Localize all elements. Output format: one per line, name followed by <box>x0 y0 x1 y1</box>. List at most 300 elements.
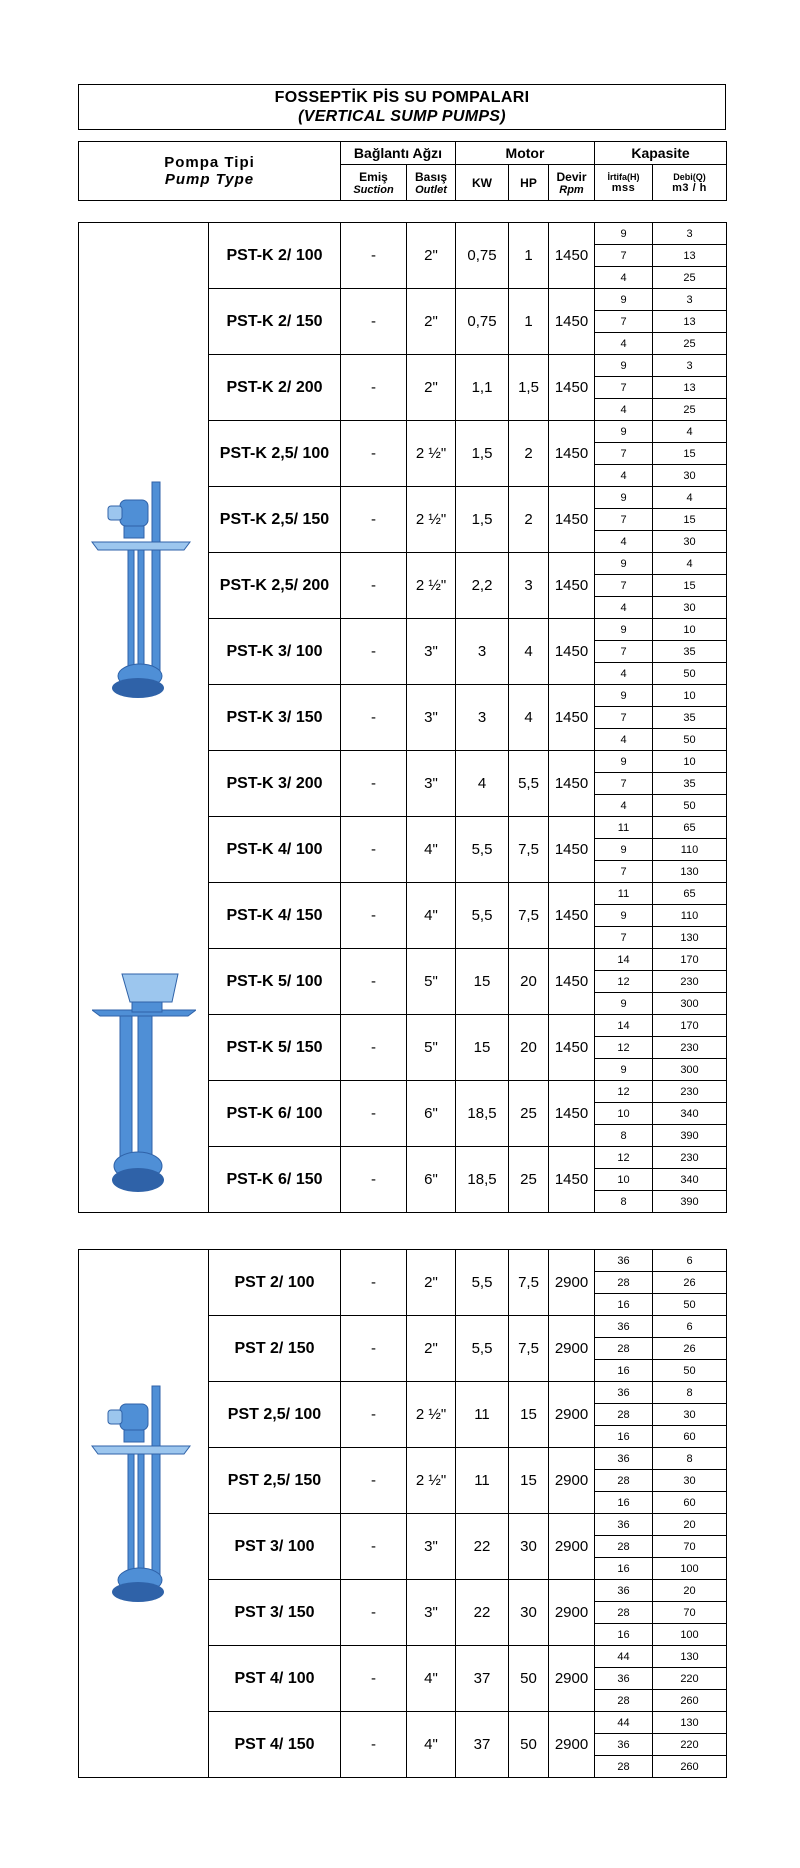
rpm-cell: 1450 <box>549 1015 595 1081</box>
flow-value-cell: 230 <box>653 1147 727 1169</box>
model-name-cell: PST 4/ 150 <box>209 1712 341 1778</box>
model-name-cell: PST-K 2/ 150 <box>209 289 341 355</box>
head-value-cell: 36 <box>595 1668 653 1690</box>
flow-value-cell: 130 <box>653 1646 727 1668</box>
head-value-cell: 7 <box>595 311 653 333</box>
flow-value-cell: 100 <box>653 1558 727 1580</box>
kw-cell: 3 <box>456 685 509 751</box>
head-value-cell: 28 <box>595 1756 653 1778</box>
head-value-cell: 36 <box>595 1316 653 1338</box>
head-value-cell: 4 <box>595 399 653 421</box>
model-name-cell: PST 4/ 100 <box>209 1646 341 1712</box>
flow-value-cell: 30 <box>653 597 727 619</box>
flow-value-cell: 50 <box>653 1294 727 1316</box>
head-value-cell: 28 <box>595 1602 653 1624</box>
suction-cell: - <box>341 751 407 817</box>
head-value-cell: 36 <box>595 1580 653 1602</box>
flow-unit: m3 / h <box>672 181 707 194</box>
flow-value-cell: 20 <box>653 1580 727 1602</box>
rpm-cell: 1450 <box>549 619 595 685</box>
head-value-cell: 7 <box>595 509 653 531</box>
head-value-cell: 9 <box>595 1059 653 1081</box>
flow-value-cell: 60 <box>653 1492 727 1514</box>
flow-value-cell: 230 <box>653 1081 727 1103</box>
hp-cell: 30 <box>509 1580 549 1646</box>
kw-cell: 0,75 <box>456 289 509 355</box>
outlet-cell: 3" <box>407 619 456 685</box>
head-value-cell: 7 <box>595 927 653 949</box>
head-value-cell: 4 <box>595 333 653 355</box>
head-value-cell: 28 <box>595 1338 653 1360</box>
flow-value-cell: 390 <box>653 1125 727 1147</box>
hp-cell: 4 <box>509 619 549 685</box>
flow-value-cell: 50 <box>653 729 727 751</box>
flow-value-cell: 100 <box>653 1624 727 1646</box>
rpm-cell: 2900 <box>549 1448 595 1514</box>
rpm-cell: 1450 <box>549 685 595 751</box>
table-row <box>79 1250 727 1272</box>
outlet-cell: 2" <box>407 223 456 289</box>
model-name-cell: PST-K 2,5/ 150 <box>209 487 341 553</box>
head-value-cell: 28 <box>595 1272 653 1294</box>
head-value-cell: 9 <box>595 839 653 861</box>
rpm-tr: Devir <box>556 169 587 184</box>
rpm-cell: 2900 <box>549 1580 595 1646</box>
flow-value-cell: 35 <box>653 641 727 663</box>
flow-value-cell: 50 <box>653 795 727 817</box>
rpm-cell: 1450 <box>549 223 595 289</box>
header-table <box>78 141 727 201</box>
flow-value-cell: 4 <box>653 421 727 443</box>
suction-cell: - <box>341 223 407 289</box>
suction-cell: - <box>341 1147 407 1213</box>
head-value-cell: 9 <box>595 421 653 443</box>
suction-cell: - <box>341 1646 407 1712</box>
head-value-cell: 4 <box>595 795 653 817</box>
outlet-cell: 2" <box>407 1250 456 1316</box>
head-value-cell: 16 <box>595 1294 653 1316</box>
flow-value-cell: 4 <box>653 553 727 575</box>
flow-value-cell: 130 <box>653 861 727 883</box>
flow-value-cell: 70 <box>653 1602 727 1624</box>
head-value-cell: 16 <box>595 1624 653 1646</box>
outlet-cell: 3" <box>407 751 456 817</box>
rpm-cell: 1450 <box>549 487 595 553</box>
head-value-cell: 16 <box>595 1558 653 1580</box>
head-value-cell: 7 <box>595 773 653 795</box>
flow-value-cell: 6 <box>653 1250 727 1272</box>
outlet-cell: 3" <box>407 685 456 751</box>
hp-cell: 20 <box>509 949 549 1015</box>
suction-cell: - <box>341 619 407 685</box>
suction-cell: - <box>341 1250 407 1316</box>
flow-value-cell: 3 <box>653 289 727 311</box>
hp-cell: 20 <box>509 1015 549 1081</box>
flow-value-cell: 130 <box>653 927 727 949</box>
kw-cell: 5,5 <box>456 817 509 883</box>
flow-value-cell: 170 <box>653 1015 727 1037</box>
page-title: FOSSEPTİK PİS SU POMPALARI <box>274 89 530 106</box>
outlet-cell: 3" <box>407 1580 456 1646</box>
head-value-cell: 4 <box>595 531 653 553</box>
head-value-cell: 7 <box>595 377 653 399</box>
flow-value-cell: 110 <box>653 905 727 927</box>
suction-cell: - <box>341 1316 407 1382</box>
hp-cell: 2 <box>509 421 549 487</box>
hp-cell: 1,5 <box>509 355 549 421</box>
suction-cell: - <box>341 1382 407 1448</box>
suction-cell: - <box>341 883 407 949</box>
kw-cell: 5,5 <box>456 1250 509 1316</box>
model-name-cell: PST-K 5/ 150 <box>209 1015 341 1081</box>
vertical-pump-large-image <box>92 972 196 1196</box>
head-value-cell: 10 <box>595 1103 653 1125</box>
head-value-cell: 9 <box>595 355 653 377</box>
kw-cell: 37 <box>456 1712 509 1778</box>
hp-cell: 5,5 <box>509 751 549 817</box>
model-name-cell: PST-K 3/ 100 <box>209 619 341 685</box>
flow-value-cell: 260 <box>653 1756 727 1778</box>
rpm-cell: 1450 <box>549 817 595 883</box>
kw-cell: 15 <box>456 949 509 1015</box>
flow-value-cell: 35 <box>653 707 727 729</box>
head-value-cell: 28 <box>595 1470 653 1492</box>
kw-cell: 1,1 <box>456 355 509 421</box>
flow-value-cell: 130 <box>653 1712 727 1734</box>
flow-value-cell: 13 <box>653 311 727 333</box>
head-value-cell: 16 <box>595 1360 653 1382</box>
rpm-cell: 1450 <box>549 1147 595 1213</box>
head-value-cell: 16 <box>595 1492 653 1514</box>
outlet-cell: 6" <box>407 1147 456 1213</box>
kw-cell: 18,5 <box>456 1147 509 1213</box>
head-value-cell: 4 <box>595 267 653 289</box>
flow-value-cell: 10 <box>653 751 727 773</box>
head-value-cell: 9 <box>595 905 653 927</box>
suction-cell: - <box>341 1081 407 1147</box>
flow-value-cell: 300 <box>653 1059 727 1081</box>
capacity-header: Kapasite <box>595 142 727 165</box>
kw-cell: 18,5 <box>456 1081 509 1147</box>
flow-value-cell: 230 <box>653 1037 727 1059</box>
kw-cell: 4 <box>456 751 509 817</box>
outlet-cell: 2 ½" <box>407 421 456 487</box>
head-value-cell: 44 <box>595 1646 653 1668</box>
kw-cell: 11 <box>456 1382 509 1448</box>
hp-cell: 7,5 <box>509 1316 549 1382</box>
flow-value-cell: 3 <box>653 355 727 377</box>
flow-value-cell: 340 <box>653 1103 727 1125</box>
rpm-cell: 1450 <box>549 421 595 487</box>
suction-cell: - <box>341 289 407 355</box>
outlet-cell: 5" <box>407 949 456 1015</box>
rpm-cell: 1450 <box>549 949 595 1015</box>
head-unit: mss <box>611 181 636 194</box>
flow-value-cell: 340 <box>653 1169 727 1191</box>
head-value-cell: 11 <box>595 817 653 839</box>
head-value-cell: 12 <box>595 971 653 993</box>
flow-value-cell: 8 <box>653 1382 727 1404</box>
rpm-cell: 2900 <box>549 1514 595 1580</box>
kw-cell: 1,5 <box>456 421 509 487</box>
flow-value-cell: 220 <box>653 1668 727 1690</box>
rpm-cell: 2900 <box>549 1712 595 1778</box>
head-value-cell: 9 <box>595 619 653 641</box>
head-value-cell: 28 <box>595 1690 653 1712</box>
head-value-cell: 14 <box>595 1015 653 1037</box>
flow-value-cell: 8 <box>653 1448 727 1470</box>
head-value-cell: 8 <box>595 1191 653 1213</box>
head-value-cell: 9 <box>595 993 653 1015</box>
head-header <box>595 165 653 201</box>
flow-value-cell: 25 <box>653 267 727 289</box>
suction-header <box>341 165 407 201</box>
flow-value-cell: 260 <box>653 1690 727 1712</box>
suction-cell: - <box>341 1712 407 1778</box>
suction-cell: - <box>341 487 407 553</box>
hp-cell: 4 <box>509 685 549 751</box>
model-name-cell: PST-K 6/ 100 <box>209 1081 341 1147</box>
flow-value-cell: 26 <box>653 1272 727 1294</box>
hp-cell: 50 <box>509 1646 549 1712</box>
flow-value-cell: 65 <box>653 883 727 905</box>
head-value-cell: 7 <box>595 641 653 663</box>
suction-cell: - <box>341 1448 407 1514</box>
outlet-cell: 2 ½" <box>407 1448 456 1514</box>
rpm-cell: 1450 <box>549 355 595 421</box>
flow-value-cell: 230 <box>653 971 727 993</box>
flow-value-cell: 10 <box>653 685 727 707</box>
outlet-cell: 3" <box>407 1514 456 1580</box>
head-value-cell: 12 <box>595 1081 653 1103</box>
suction-cell: - <box>341 817 407 883</box>
flow-value-cell: 170 <box>653 949 727 971</box>
flow-value-cell: 50 <box>653 1360 727 1382</box>
pump-type-header <box>79 142 341 201</box>
suction-cell: - <box>341 1580 407 1646</box>
head-value-cell: 4 <box>595 729 653 751</box>
outlet-cell: 2" <box>407 355 456 421</box>
flow-value-cell: 70 <box>653 1536 727 1558</box>
head-value-cell: 36 <box>595 1514 653 1536</box>
flow-value-cell: 110 <box>653 839 727 861</box>
suction-cell: - <box>341 421 407 487</box>
head-value-cell: 9 <box>595 487 653 509</box>
hp-cell: 25 <box>509 1147 549 1213</box>
kw-cell: 1,5 <box>456 487 509 553</box>
hp-cell: 7,5 <box>509 1250 549 1316</box>
head-value-cell: 11 <box>595 883 653 905</box>
model-name-cell: PST 3/ 100 <box>209 1514 341 1580</box>
outlet-cell: 2" <box>407 1316 456 1382</box>
head-value-cell: 7 <box>595 245 653 267</box>
head-value-cell: 12 <box>595 1037 653 1059</box>
model-name-cell: PST-K 6/ 150 <box>209 1147 341 1213</box>
model-name-cell: PST-K 4/ 150 <box>209 883 341 949</box>
head-tr: İrtifa(H) <box>607 171 640 182</box>
head-value-cell: 36 <box>595 1382 653 1404</box>
head-value-cell: 36 <box>595 1250 653 1272</box>
outlet-cell: 4" <box>407 1646 456 1712</box>
head-value-cell: 9 <box>595 553 653 575</box>
hp-cell: 1 <box>509 289 549 355</box>
flow-value-cell: 4 <box>653 487 727 509</box>
flow-value-cell: 13 <box>653 245 727 267</box>
connection-header: Bağlantı Ağzı <box>341 142 456 165</box>
suction-cell: - <box>341 553 407 619</box>
head-value-cell: 7 <box>595 575 653 597</box>
kw-cell: 15 <box>456 1015 509 1081</box>
title-box <box>78 84 726 130</box>
kw-cell: 37 <box>456 1646 509 1712</box>
suction-cell: - <box>341 1015 407 1081</box>
flow-value-cell: 3 <box>653 223 727 245</box>
suction-cell: - <box>341 685 407 751</box>
kw-cell: 22 <box>456 1514 509 1580</box>
head-value-cell: 28 <box>595 1404 653 1426</box>
head-value-cell: 9 <box>595 289 653 311</box>
kw-header: KW <box>456 165 509 201</box>
outlet-cell: 5" <box>407 1015 456 1081</box>
model-name-cell: PST-K 3/ 200 <box>209 751 341 817</box>
flow-value-cell: 35 <box>653 773 727 795</box>
flow-tr: Debi(Q) <box>673 171 706 182</box>
model-name-cell: PST 2,5/ 100 <box>209 1382 341 1448</box>
head-value-cell: 9 <box>595 223 653 245</box>
head-value-cell: 8 <box>595 1125 653 1147</box>
hp-cell: 15 <box>509 1382 549 1448</box>
rpm-cell: 1450 <box>549 751 595 817</box>
outlet-cell: 4" <box>407 1712 456 1778</box>
outlet-cell: 2" <box>407 289 456 355</box>
flow-value-cell: 30 <box>653 1470 727 1492</box>
flow-value-cell: 25 <box>653 399 727 421</box>
model-name-cell: PST-K 2/ 100 <box>209 223 341 289</box>
head-value-cell: 36 <box>595 1734 653 1756</box>
head-value-cell: 10 <box>595 1169 653 1191</box>
head-value-cell: 36 <box>595 1448 653 1470</box>
flow-value-cell: 30 <box>653 1404 727 1426</box>
head-value-cell: 16 <box>595 1426 653 1448</box>
model-name-cell: PST-K 3/ 150 <box>209 685 341 751</box>
flow-value-cell: 6 <box>653 1316 727 1338</box>
rpm-cell: 1450 <box>549 289 595 355</box>
model-name-cell: PST-K 2/ 200 <box>209 355 341 421</box>
flow-value-cell: 15 <box>653 443 727 465</box>
model-name-cell: PST 3/ 150 <box>209 1580 341 1646</box>
model-name-cell: PST-K 4/ 100 <box>209 817 341 883</box>
hp-cell: 25 <box>509 1081 549 1147</box>
flow-value-cell: 390 <box>653 1191 727 1213</box>
model-name-cell: PST 2/ 150 <box>209 1316 341 1382</box>
rpm-cell: 1450 <box>549 883 595 949</box>
rpm-header <box>549 165 595 201</box>
kw-cell: 3 <box>456 619 509 685</box>
model-name-cell: PST-K 2,5/ 100 <box>209 421 341 487</box>
hp-cell: 1 <box>509 223 549 289</box>
outlet-cell: 2 ½" <box>407 1382 456 1448</box>
outlet-cell: 2 ½" <box>407 487 456 553</box>
flow-value-cell: 15 <box>653 509 727 531</box>
model-name-cell: PST-K 5/ 100 <box>209 949 341 1015</box>
model-name-cell: PST 2,5/ 150 <box>209 1448 341 1514</box>
kw-cell: 5,5 <box>456 883 509 949</box>
suction-cell: - <box>341 1514 407 1580</box>
flow-header <box>653 165 727 201</box>
outlet-cell: 6" <box>407 1081 456 1147</box>
suction-en: Suction <box>353 183 394 196</box>
head-value-cell: 7 <box>595 443 653 465</box>
suction-cell: - <box>341 355 407 421</box>
head-value-cell: 44 <box>595 1712 653 1734</box>
flow-value-cell: 13 <box>653 377 727 399</box>
head-value-cell: 14 <box>595 949 653 971</box>
hp-cell: 15 <box>509 1448 549 1514</box>
head-value-cell: 9 <box>595 751 653 773</box>
page-subtitle: (VERTICAL SUMP PUMPS) <box>298 108 506 125</box>
table-row <box>79 223 727 245</box>
kw-cell: 22 <box>456 1580 509 1646</box>
suction-tr: Emiş <box>359 169 388 184</box>
rpm-cell: 2900 <box>549 1250 595 1316</box>
head-value-cell: 28 <box>595 1536 653 1558</box>
rpm-cell: 2900 <box>549 1316 595 1382</box>
hp-cell: 7,5 <box>509 883 549 949</box>
outlet-cell: 4" <box>407 817 456 883</box>
motor-header: Motor <box>456 142 595 165</box>
flow-value-cell: 10 <box>653 619 727 641</box>
kw-cell: 2,2 <box>456 553 509 619</box>
flow-value-cell: 220 <box>653 1734 727 1756</box>
model-name-cell: PST 2/ 100 <box>209 1250 341 1316</box>
rpm-cell: 2900 <box>549 1646 595 1712</box>
flow-value-cell: 26 <box>653 1338 727 1360</box>
outlet-cell: 2 ½" <box>407 553 456 619</box>
head-value-cell: 9 <box>595 685 653 707</box>
flow-value-cell: 65 <box>653 817 727 839</box>
flow-value-cell: 50 <box>653 663 727 685</box>
pump-type-tr: Pompa Tipi <box>164 154 255 171</box>
outlet-cell: 4" <box>407 883 456 949</box>
flow-value-cell: 15 <box>653 575 727 597</box>
flow-value-cell: 300 <box>653 993 727 1015</box>
pump-type-en: Pump Type <box>164 171 255 188</box>
flow-value-cell: 20 <box>653 1514 727 1536</box>
vertical-pump-high-head-image <box>90 1384 194 1608</box>
rpm-cell: 1450 <box>549 1081 595 1147</box>
hp-cell: 3 <box>509 553 549 619</box>
head-value-cell: 7 <box>595 707 653 729</box>
kw-cell: 5,5 <box>456 1316 509 1382</box>
head-value-cell: 7 <box>595 861 653 883</box>
head-value-cell: 4 <box>595 465 653 487</box>
hp-header: HP <box>509 165 549 201</box>
flow-value-cell: 60 <box>653 1426 727 1448</box>
hp-cell: 50 <box>509 1712 549 1778</box>
outlet-en: Outlet <box>415 183 447 196</box>
hp-cell: 30 <box>509 1514 549 1580</box>
model-name-cell: PST-K 2,5/ 200 <box>209 553 341 619</box>
flow-value-cell: 30 <box>653 531 727 553</box>
flow-value-cell: 25 <box>653 333 727 355</box>
head-value-cell: 12 <box>595 1147 653 1169</box>
suction-cell: - <box>341 949 407 1015</box>
hp-cell: 7,5 <box>509 817 549 883</box>
flow-value-cell: 30 <box>653 465 727 487</box>
vertical-pump-small-image <box>90 480 194 704</box>
outlet-header <box>407 165 456 201</box>
head-value-cell: 4 <box>595 663 653 685</box>
